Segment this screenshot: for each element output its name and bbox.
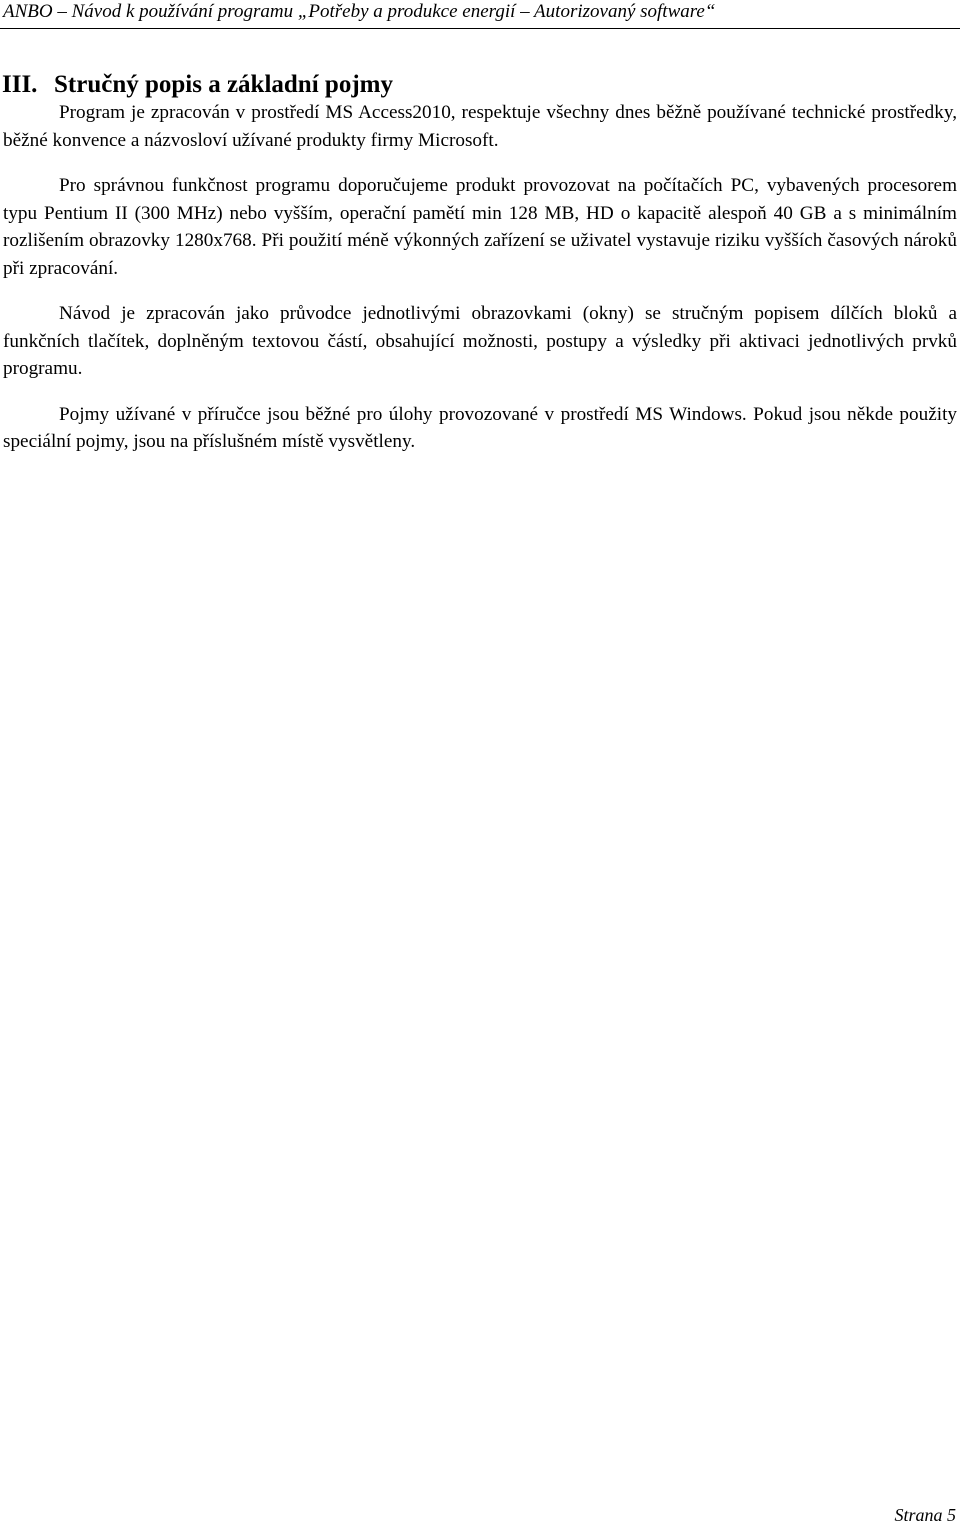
page-number: Strana 5 xyxy=(894,1505,956,1525)
paragraph-requirements: Pro správnou funkčnost programu doporučujeme produkt provozovat na počítačích PC, vybavených procesorem typu Pentium II (300 MHz) nebo vyšším, operační pamětí min 128 MB, HD o kapacitě alespoň 40 GB a s minimálním rozlišením obrazovky 1280x768. Při použití méně výkonných zařízení se uživatel vystavuje riziku vyšších časových nároků při zpracování. xyxy=(3,175,957,279)
section-heading xyxy=(2,69,393,101)
paragraph-guide: Návod je zpracován jako průvodce jednotlivými obrazovkami (okny) se stručným popisem dílčích bloků a funkčních tlačítek, doplněným textovou částí, obsahující možnosti, postupy a výsledky při aktivaci jednotlivých prvků programu. xyxy=(3,303,957,379)
document-body xyxy=(3,99,957,474)
section-title: Stručný popis a základní pojmy xyxy=(54,71,393,98)
section-number: III. xyxy=(2,71,38,98)
header-divider xyxy=(0,28,960,29)
paragraph-terms: Pojmy užívané v příručce jsou běžné pro úlohy provozované v prostředí MS Windows. Pokud jsou někde použity speciální pojmy, jsou na příslušném místě vysvětleny. xyxy=(3,403,957,452)
paragraph-intro: Program je zpracován v prostředí MS Access2010, respektuje všechny dnes běžně používané technické prostředky, běžné konvence a názvosloví užívané produkty firmy Microsoft. xyxy=(3,102,957,151)
page-header: ANBO – Návod k používání programu „Potřeby a produkce energií – Autorizovaný software“ xyxy=(3,1,716,22)
